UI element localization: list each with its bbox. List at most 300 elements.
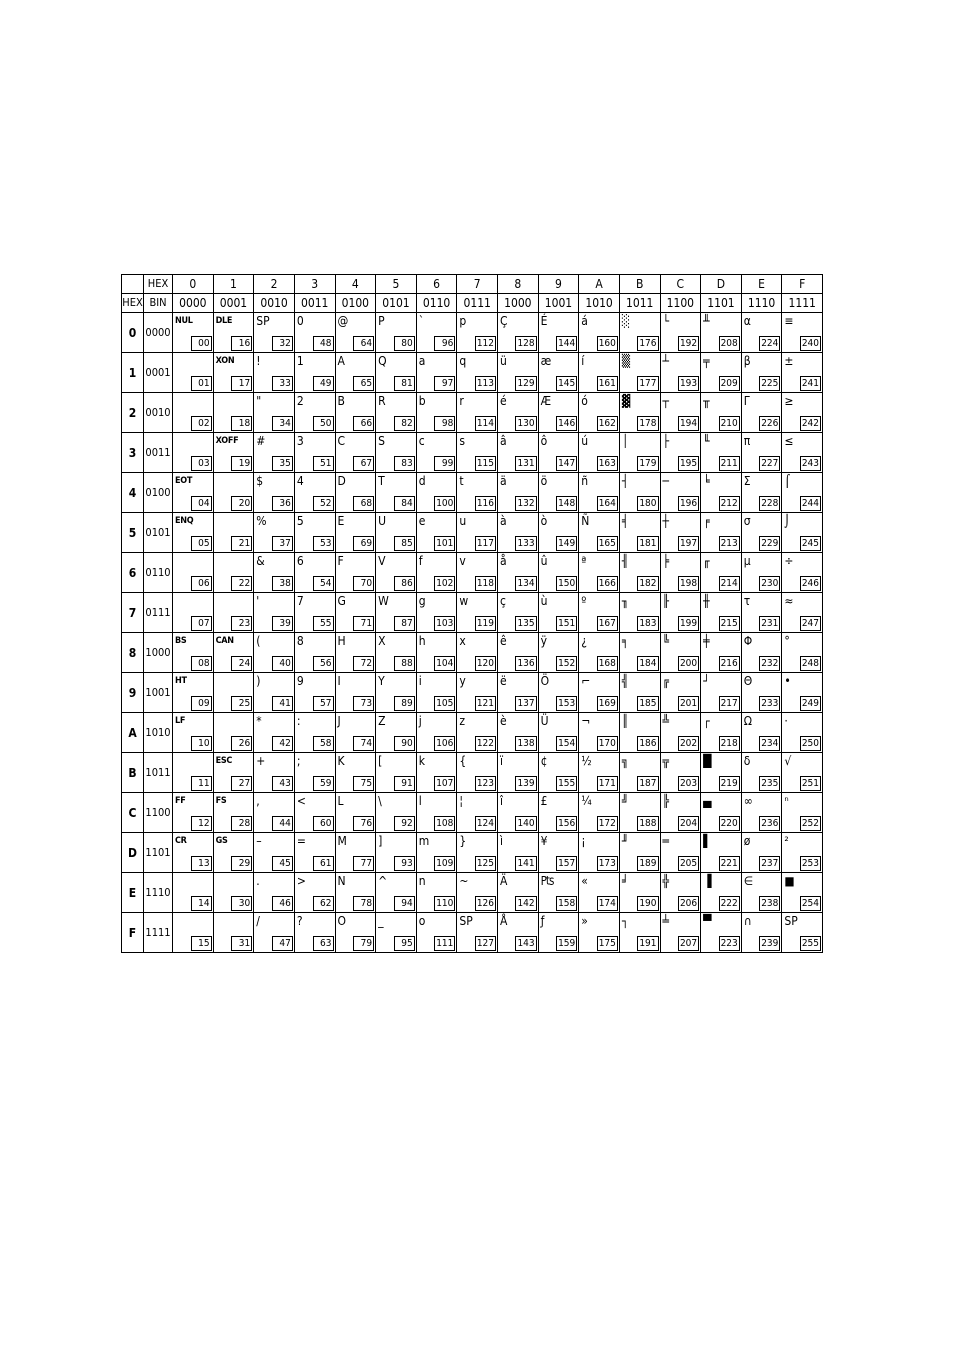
code-cell — [335, 753, 376, 793]
cell-character: n — [418, 874, 426, 888]
cell-character: Φ — [743, 634, 753, 648]
cell-character: Ñ — [581, 514, 590, 528]
cell-decimal-code: 190 — [639, 898, 657, 909]
cell-decimal-code: 55 — [313, 616, 334, 631]
cell-character: ┘ — [703, 674, 710, 688]
cell-decimal-code: 02 — [191, 416, 212, 431]
cell-decimal-code: 112 — [476, 338, 494, 349]
cell-decimal-code: 209 — [720, 378, 738, 389]
cell-decimal-code: 31 — [231, 936, 252, 951]
cell-character: ⌡ — [784, 514, 790, 528]
code-cell — [294, 553, 335, 593]
cell-character: q — [459, 354, 467, 368]
row-bin-label: 1101 — [144, 833, 173, 873]
cell-decimal-code: 182 — [639, 578, 657, 589]
code-cell — [416, 553, 457, 593]
cell-decimal-code: 142 — [517, 898, 535, 909]
cell-character: ` — [418, 314, 425, 328]
cell-character: ╡ — [621, 514, 629, 528]
cell-decimal-code: 246 — [801, 578, 819, 589]
cell-decimal-code: 204 — [679, 818, 698, 829]
cell-decimal-code: 68 — [353, 496, 374, 511]
code-cell — [254, 393, 295, 433]
cell-decimal-code: 62 — [313, 896, 334, 911]
row-bin-label: 0110 — [144, 553, 173, 593]
cell-decimal-code: 09 — [191, 696, 212, 711]
cell-character: ; — [296, 754, 301, 768]
cell-decimal-code: 152 — [558, 658, 576, 669]
cell-decimal-code: 96 — [434, 336, 455, 351]
cell-character: ╒ — [703, 514, 710, 528]
code-cell — [741, 473, 782, 513]
cell-character: å — [500, 554, 507, 568]
code-cell — [254, 753, 295, 793]
cell-decimal-code: 72 — [353, 656, 374, 671]
cell-decimal-code: 111 — [436, 938, 454, 949]
code-cell — [173, 633, 214, 673]
code-cell — [538, 913, 579, 953]
code-cell — [619, 393, 660, 433]
cell-decimal-code: 239 — [761, 938, 779, 949]
column-bin-0010: 0010 — [254, 294, 295, 313]
cell-character: r — [459, 394, 464, 408]
cell-character: ⁿ — [784, 794, 789, 808]
cell-decimal-code: 169 — [598, 698, 616, 709]
cell-decimal-code: 74 — [353, 736, 374, 751]
cell-decimal-code: 177 — [639, 378, 657, 389]
cell-decimal-code: 44 — [272, 816, 293, 831]
cell-decimal-code: 11 — [191, 776, 212, 791]
code-cell — [254, 913, 295, 953]
cell-character: ESC — [215, 756, 233, 766]
code-cell — [660, 353, 701, 393]
cell-character: ÿ — [540, 634, 548, 648]
row-bin-label: 1110 — [144, 873, 173, 913]
cell-character: F — [337, 554, 344, 568]
cell-decimal-code: 229 — [761, 538, 779, 549]
code-cell — [498, 713, 539, 753]
code-cell — [416, 673, 457, 713]
code-cell — [660, 873, 701, 913]
cell-character: / — [256, 914, 260, 928]
cell-character: • — [784, 674, 791, 688]
code-cell — [579, 433, 620, 473]
row-hex-label: A — [122, 713, 144, 753]
cell-character: SP — [459, 914, 473, 928]
cell-character: ¥ — [540, 834, 548, 848]
row-hex-label: D — [122, 833, 144, 873]
cell-character: τ — [743, 594, 751, 608]
cell-decimal-code: 252 — [801, 818, 819, 829]
code-cell — [701, 393, 742, 433]
cell-decimal-code: 12 — [191, 816, 212, 831]
cell-decimal-code: 03 — [191, 456, 212, 471]
cell-decimal-code: 191 — [639, 938, 657, 949]
column-bin-1111: 1111 — [782, 294, 823, 313]
table-row — [122, 633, 823, 673]
cell-character: 6 — [296, 554, 304, 568]
code-cell — [701, 633, 742, 673]
cell-character: ╧ — [662, 914, 669, 928]
cell-decimal-code: 18 — [231, 416, 252, 431]
cell-decimal-code: 22 — [231, 576, 252, 591]
cell-character: ë — [500, 674, 507, 688]
hex-header-label: HEX — [144, 275, 173, 294]
code-cell — [457, 393, 498, 433]
cell-character: ) — [256, 674, 261, 688]
cell-decimal-code: 214 — [720, 578, 738, 589]
column-bin-0101: 0101 — [376, 294, 417, 313]
cell-character: [ — [378, 754, 383, 768]
cell-decimal-code: 28 — [231, 816, 252, 831]
code-cell — [579, 553, 620, 593]
cell-decimal-code: 224 — [761, 338, 779, 349]
cell-character: ╜ — [621, 834, 629, 848]
cell-character: ╕ — [621, 634, 629, 648]
code-cell — [173, 873, 214, 913]
code-cell — [457, 873, 498, 913]
cell-character: ╩ — [662, 714, 669, 728]
cell-decimal-code: 89 — [394, 696, 415, 711]
code-cell — [701, 753, 742, 793]
cell-character: X — [378, 634, 386, 648]
cell-decimal-code: 183 — [639, 618, 657, 629]
code-cell — [741, 873, 782, 913]
cell-character: N — [337, 874, 346, 888]
cell-character: > — [296, 874, 306, 888]
code-cell — [538, 633, 579, 673]
cell-character: SP — [784, 914, 798, 928]
cell-character: ¼ — [581, 794, 592, 808]
code-cell — [416, 313, 457, 353]
cell-decimal-code: 241 — [801, 378, 819, 389]
cell-character: – — [256, 834, 262, 848]
cell-decimal-code: 69 — [353, 536, 374, 551]
cell-decimal-code: 114 — [476, 418, 494, 429]
code-cell — [579, 833, 620, 873]
cell-character: O — [337, 914, 346, 928]
cell-character: à — [500, 514, 507, 528]
header-row-hex — [122, 275, 823, 294]
cell-decimal-code: 173 — [598, 858, 616, 869]
cell-character: ╓ — [703, 554, 710, 568]
cell-decimal-code: 138 — [517, 738, 535, 749]
cell-decimal-code: 135 — [517, 618, 535, 629]
row-hex-label: B — [122, 753, 144, 793]
cell-decimal-code: 186 — [639, 738, 657, 749]
column-bin-0011: 0011 — [294, 294, 335, 313]
cell-decimal-code: 58 — [313, 736, 334, 751]
column-bin-0000: 0000 — [173, 294, 214, 313]
table-row — [122, 913, 823, 953]
column-bin-1000: 1000 — [498, 294, 539, 313]
cell-decimal-code: 221 — [720, 858, 738, 869]
code-cell — [660, 433, 701, 473]
code-cell — [294, 913, 335, 953]
code-cell — [701, 913, 742, 953]
cell-character: 7 — [296, 594, 304, 608]
cell-decimal-code: 133 — [517, 538, 535, 549]
code-cell — [619, 793, 660, 833]
cell-decimal-code: 222 — [720, 898, 738, 909]
code-cell — [254, 473, 295, 513]
row-hex-label: 7 — [122, 593, 144, 633]
cell-character: ¦ — [459, 794, 464, 808]
cell-decimal-code: 238 — [761, 898, 779, 909]
cell-character: J — [337, 714, 341, 728]
cell-character: 2 — [296, 394, 304, 408]
row-hex-label: 1 — [122, 353, 144, 393]
cell-decimal-code: 04 — [191, 496, 212, 511]
cell-character: ∞ — [743, 794, 753, 808]
code-cell — [254, 833, 295, 873]
code-cell — [660, 753, 701, 793]
code-cell — [173, 313, 214, 353]
code-cell — [741, 513, 782, 553]
code-cell — [660, 513, 701, 553]
column-hex-B: B — [619, 275, 660, 294]
cell-decimal-code: 248 — [801, 658, 819, 669]
row-bin-label: 1011 — [144, 753, 173, 793]
cell-decimal-code: 63 — [313, 936, 334, 951]
cell-decimal-code: 201 — [679, 698, 698, 709]
cell-decimal-code: 149 — [558, 538, 576, 549]
code-cell — [619, 713, 660, 753]
cell-character: k — [418, 754, 426, 768]
code-cell — [538, 833, 579, 873]
code-cell — [416, 633, 457, 673]
cell-decimal-code: 228 — [761, 498, 779, 509]
cell-character: d — [418, 474, 426, 488]
cell-decimal-code: 90 — [394, 736, 415, 751]
code-cell — [173, 713, 214, 753]
code-cell — [579, 913, 620, 953]
table-row — [122, 833, 823, 873]
cell-character: ╦ — [662, 754, 669, 768]
cell-character: 3 — [296, 434, 304, 448]
column-bin-1110: 1110 — [741, 294, 782, 313]
code-cell — [498, 393, 539, 433]
code-cell — [457, 633, 498, 673]
cell-character: ÷ — [784, 554, 794, 568]
cell-character: ö — [540, 474, 548, 488]
cell-character: ╚ — [662, 634, 669, 648]
code-cell — [416, 913, 457, 953]
cell-decimal-code: 59 — [313, 776, 334, 791]
code-cell — [538, 353, 579, 393]
code-cell — [782, 393, 823, 433]
column-hex-A: A — [579, 275, 620, 294]
cell-character: \ — [378, 794, 382, 808]
cell-decimal-code: 176 — [639, 338, 657, 349]
cell-character: ½ — [581, 754, 592, 768]
cell-decimal-code: 42 — [272, 736, 293, 751]
cell-decimal-code: 137 — [517, 698, 535, 709]
row-hex-label: 9 — [122, 673, 144, 713]
code-cell — [660, 713, 701, 753]
code-cell — [498, 873, 539, 913]
cell-character: ▄ — [703, 794, 712, 808]
code-cell — [457, 473, 498, 513]
code-cell — [376, 553, 417, 593]
cell-decimal-code: 103 — [436, 618, 454, 629]
row-hex-label: C — [122, 793, 144, 833]
cell-character: ╛ — [621, 874, 629, 888]
cell-decimal-code: 88 — [394, 656, 415, 671]
code-cell — [254, 313, 295, 353]
cell-decimal-code: 199 — [679, 618, 698, 629]
column-hex-2: 2 — [254, 275, 295, 294]
cell-decimal-code: 86 — [394, 576, 415, 591]
cell-character: BS — [175, 636, 187, 646]
code-cell — [294, 713, 335, 753]
cell-character: " — [256, 394, 262, 408]
cell-character: P — [378, 314, 385, 328]
cell-character: K — [337, 754, 345, 768]
code-cell — [294, 633, 335, 673]
cell-character: # — [256, 434, 266, 448]
cell-decimal-code: 54 — [313, 576, 334, 591]
cell-decimal-code: 109 — [436, 858, 454, 869]
code-cell — [701, 433, 742, 473]
cell-decimal-code: 250 — [801, 738, 819, 749]
cell-character: x — [459, 634, 466, 648]
cell-decimal-code: 36 — [272, 496, 293, 511]
code-cell — [335, 313, 376, 353]
code-cell — [173, 553, 214, 593]
cell-decimal-code: 94 — [394, 896, 415, 911]
column-hex-F: F — [782, 275, 823, 294]
cell-decimal-code: 216 — [720, 658, 738, 669]
cell-decimal-code: 240 — [801, 338, 819, 349]
cell-character: ø — [743, 834, 751, 848]
cell-decimal-code: 148 — [558, 498, 576, 509]
corner-blank — [122, 275, 144, 294]
cell-decimal-code: 52 — [313, 496, 334, 511]
cell-character: ú — [581, 434, 589, 448]
column-hex-9: 9 — [538, 275, 579, 294]
cell-character: ? — [296, 914, 303, 928]
cell-character: ª — [581, 554, 587, 568]
column-bin-1101: 1101 — [701, 294, 742, 313]
row-hex-label: 5 — [122, 513, 144, 553]
cell-decimal-code: 81 — [394, 376, 415, 391]
code-cell — [498, 553, 539, 593]
code-cell — [213, 313, 254, 353]
cell-character: Ö — [540, 674, 550, 688]
code-cell — [741, 793, 782, 833]
code-cell — [579, 753, 620, 793]
code-cell — [335, 633, 376, 673]
cell-decimal-code: 53 — [313, 536, 334, 551]
column-bin-1010: 1010 — [579, 294, 620, 313]
cell-decimal-code: 39 — [272, 616, 293, 631]
row-hex-label: F — [122, 913, 144, 953]
cell-character: ╔ — [662, 674, 669, 688]
code-cell — [376, 593, 417, 633]
code-cell — [741, 593, 782, 633]
cell-character: I — [337, 674, 341, 688]
code-cell — [416, 593, 457, 633]
code-cell — [782, 793, 823, 833]
cell-decimal-code: 254 — [801, 898, 819, 909]
code-cell — [254, 353, 295, 393]
cell-character: ─ — [662, 474, 669, 488]
cell-character: U — [378, 514, 387, 528]
cell-character: ■ — [784, 874, 795, 888]
code-cell — [619, 753, 660, 793]
cell-character: B — [337, 394, 345, 408]
cell-character: R — [378, 394, 386, 408]
code-cell — [660, 593, 701, 633]
cell-character: XOFF — [215, 436, 239, 446]
column-bin-1011: 1011 — [619, 294, 660, 313]
code-cell — [579, 713, 620, 753]
cell-character: ⌐ — [581, 674, 591, 688]
code-cell — [213, 633, 254, 673]
cell-decimal-code: 121 — [476, 698, 494, 709]
cell-character: ñ — [581, 474, 589, 488]
cell-decimal-code: 136 — [517, 658, 535, 669]
cell-decimal-code: 49 — [313, 376, 334, 391]
cell-decimal-code: 65 — [353, 376, 374, 391]
cell-decimal-code: 232 — [761, 658, 779, 669]
cell-character: á — [581, 314, 588, 328]
cell-decimal-code: 242 — [801, 418, 819, 429]
cell-decimal-code: 32 — [272, 336, 293, 351]
cell-character: FS — [215, 796, 227, 806]
cell-character: p — [459, 314, 467, 328]
code-cell — [173, 833, 214, 873]
cell-character: · — [784, 714, 788, 728]
cell-character: V — [378, 554, 386, 568]
column-hex-5: 5 — [376, 275, 417, 294]
cell-decimal-code: 73 — [353, 696, 374, 711]
code-cell — [619, 473, 660, 513]
code-cell — [741, 833, 782, 873]
cell-decimal-code: 205 — [679, 858, 698, 869]
code-cell — [376, 353, 417, 393]
row-bin-label: 0011 — [144, 433, 173, 473]
code-cell — [741, 753, 782, 793]
code-cell — [741, 913, 782, 953]
cell-decimal-code: 105 — [436, 698, 454, 709]
cell-decimal-code: 155 — [558, 778, 576, 789]
code-cell — [335, 833, 376, 873]
cell-decimal-code: 13 — [191, 856, 212, 871]
code-cell — [579, 593, 620, 633]
code-cell — [741, 393, 782, 433]
code-cell — [416, 513, 457, 553]
code-cell — [416, 793, 457, 833]
cell-character: ╝ — [621, 794, 629, 808]
code-cell — [498, 433, 539, 473]
code-cell — [660, 473, 701, 513]
cell-character: ╣ — [621, 674, 629, 688]
cell-decimal-code: 208 — [720, 338, 738, 349]
cell-decimal-code: 24 — [231, 656, 252, 671]
cell-character: b — [418, 394, 426, 408]
cell-decimal-code: 206 — [679, 898, 698, 909]
cell-character: ä — [500, 474, 507, 488]
row-bin-label: 0001 — [144, 353, 173, 393]
cell-decimal-code: 196 — [679, 498, 698, 509]
cell-character: Ω — [743, 714, 752, 728]
cell-character: j — [418, 714, 422, 728]
cell-decimal-code: 147 — [558, 458, 576, 469]
cell-character: ═ — [662, 834, 669, 848]
cell-decimal-code: 127 — [476, 938, 494, 949]
